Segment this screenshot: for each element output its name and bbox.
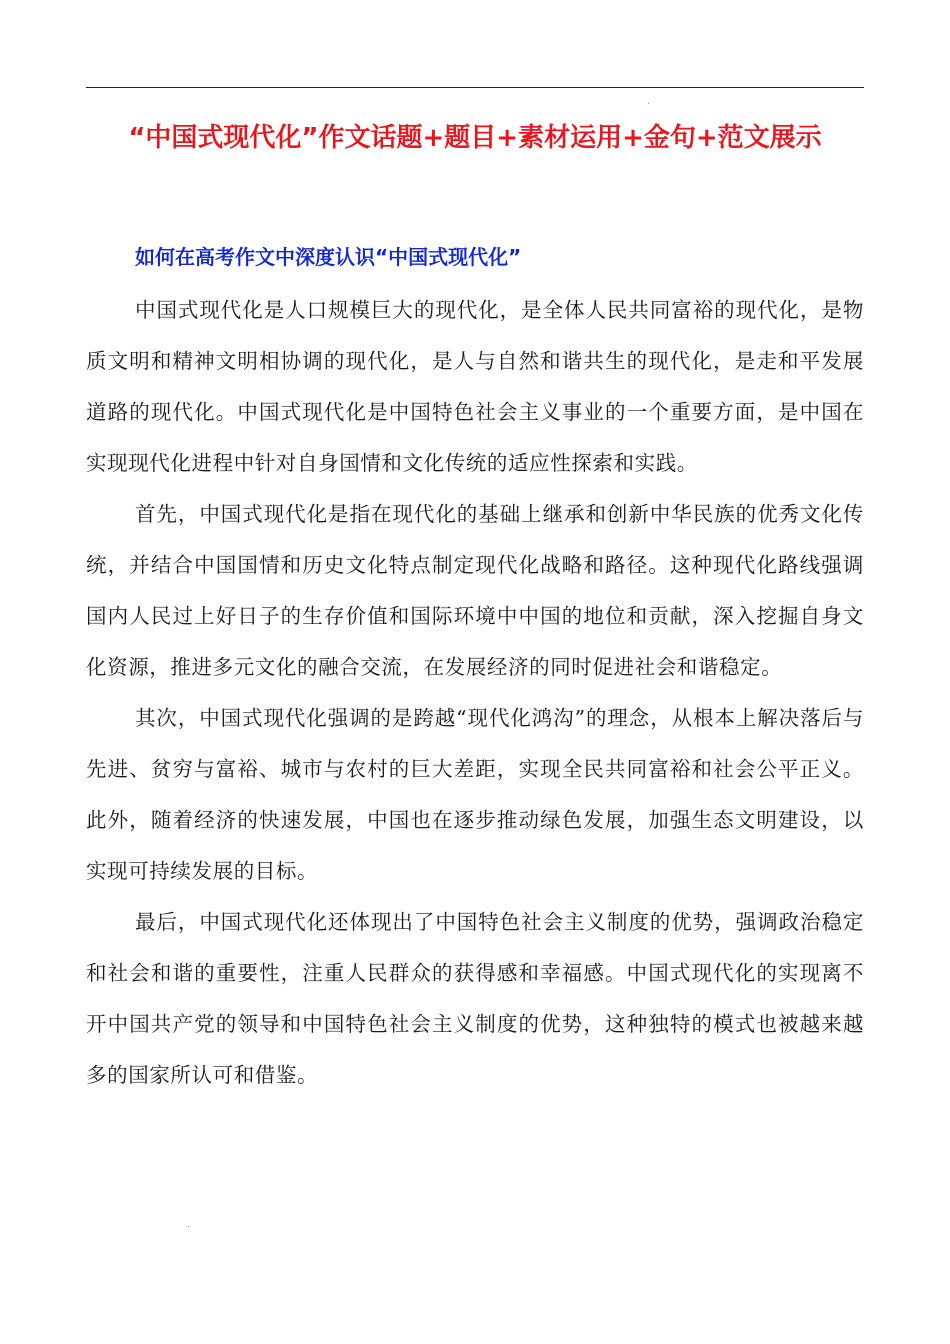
body-text <box>86 285 864 1101</box>
paragraph-1: 中国式现代化是人口规模巨大的现代化，是全体人民共同富裕的现代化，是物质文明和精神文明相协调的现代化，是人与自然和谐共生的现代化，是走和平发展道路的现代化。中国式现代化是中国特色社会主义事业的一个重要方面，是中国在实现现代化进程中针对自身国情和文化传统的适应性探索和实践。 <box>86 298 864 475</box>
paragraph-2: 首先，中国式现代化是指在现代化的基础上继承和创新中华民族的优秀文化传统，并结合中国国情和历史文化特点制定现代化战略和路径。这种现代化路线强调国内人民过上好日子的生存价值和国际环境中中国的地位和贡献，深入挖掘自身文化资源，推进多元文化的融合交流，在发展经济的同时促进社会和谐稳定。 <box>86 502 864 679</box>
scan-speck <box>188 1226 189 1227</box>
paragraph-4: 最后，中国式现代化还体现出了中国特色社会主义制度的优势，强调政治稳定和社会和谐的重要性，注重人民群众的获得感和幸福感。中国式现代化的实现离不开中国共产党的领导和中国特色社会主义制度的优势，这种独特的模式也被越来越多的国家所认可和借鉴。 <box>86 910 864 1087</box>
document-title: “中国式现代化”作文话题+题目+素材运用+金句+范文展示 <box>128 123 822 153</box>
section-heading: 如何在高考作文中深度认识“中国式现代化” <box>135 245 522 269</box>
scan-speck <box>648 103 649 104</box>
header-rule <box>86 87 864 88</box>
paragraph-3: 其次，中国式现代化强调的是跨越“现代化鸿沟”的理念，从根本上解决落后与先进、贫穷与富裕、城市与农村的巨大差距，实现全民共同富裕和社会公平正义。此外，随着经济的快速发展，中国也在逐步推动绿色发展，加强生态文明建设，以实现可持续发展的目标。 <box>86 706 864 883</box>
